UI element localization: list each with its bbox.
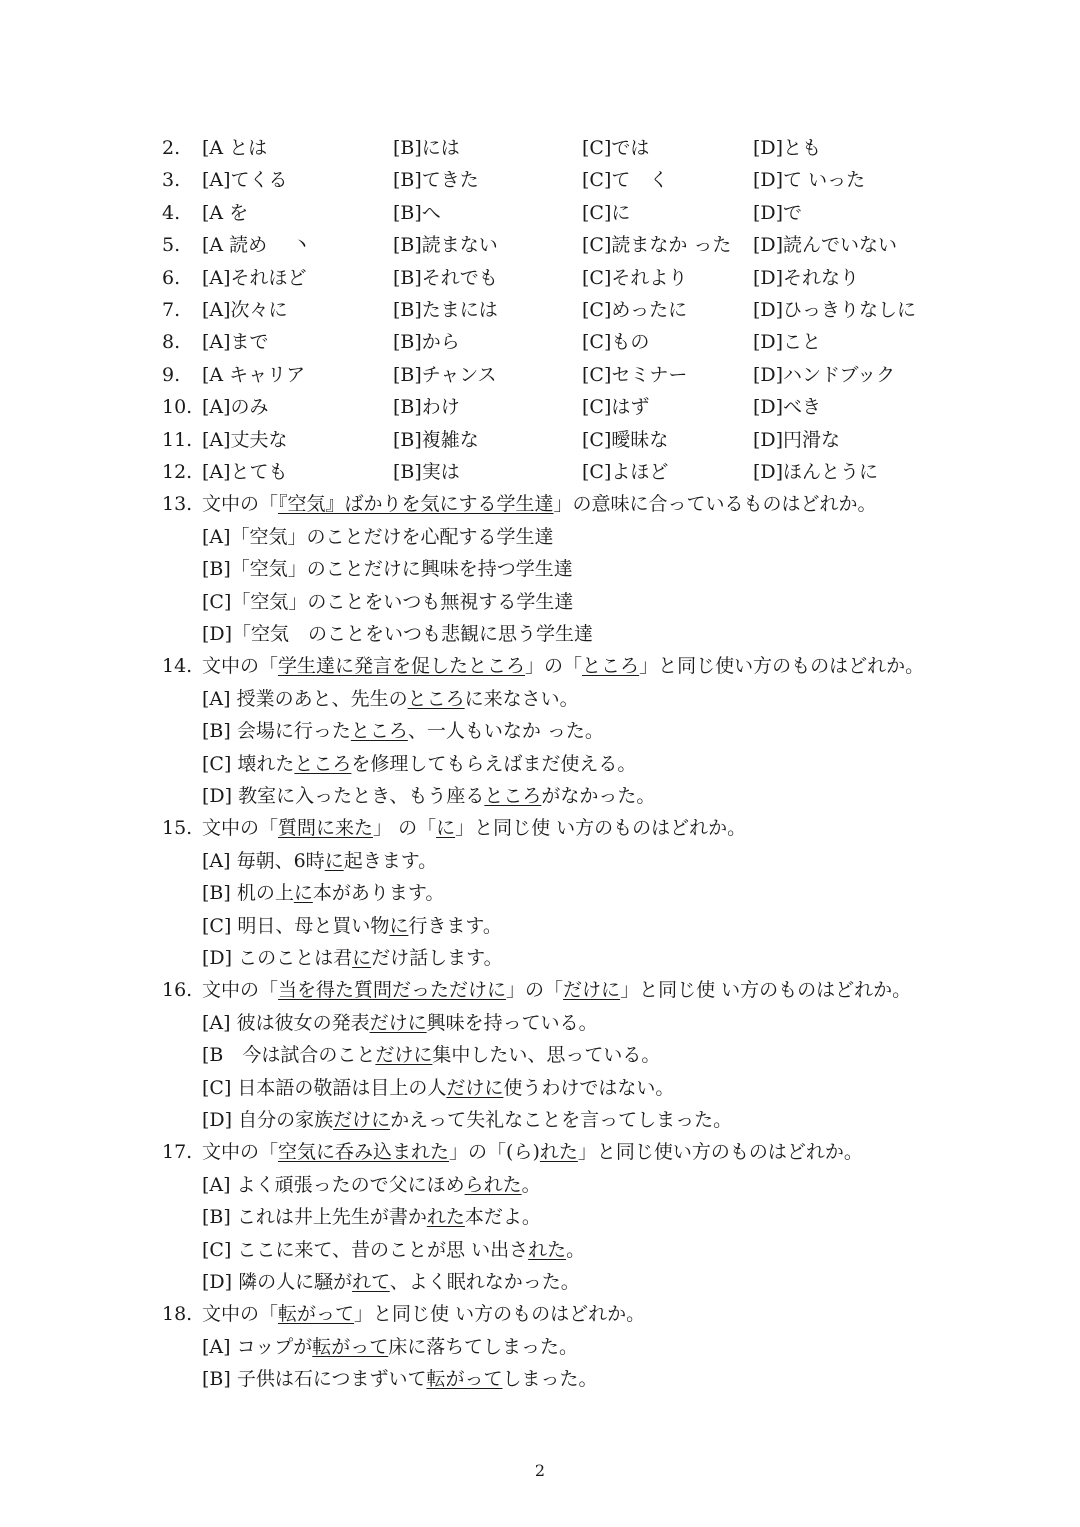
option-a: [A]とても (202, 461, 288, 483)
option-c: [C]に (582, 201, 631, 224)
answer-option: [C]「空気」のことをいつも無視する学生達 (202, 590, 574, 613)
option-b: [B]読まない (393, 234, 498, 257)
question-number: 7. (162, 299, 181, 321)
option-d: [D]ハンドブック (753, 363, 896, 386)
answer-option: [A] 毎朝、6時に起きます。 (202, 849, 438, 872)
option-c: [C]よほど (582, 461, 669, 483)
option-b: [B]チャンス (393, 363, 497, 386)
question-number: 8. (162, 331, 181, 354)
option-a: [A]のみ (202, 396, 269, 419)
option-a: [A]まで (202, 331, 269, 354)
option-b: [B]へ (393, 201, 441, 224)
question-number: 12. (162, 461, 193, 483)
answer-option: [C] ここに来て、昔のことが思 い出された。 (202, 1238, 586, 1261)
underlined-phrase: 学生達に発言を促したところ (278, 655, 526, 678)
option-d: [D]とも (753, 137, 822, 159)
answer-option: [D] 教室に入ったとき、もう座るところがなかった。 (202, 785, 656, 807)
option-c: [C]それより (582, 266, 688, 289)
question-number: 18. (162, 1303, 193, 1326)
option-a: [A とは (202, 137, 268, 159)
answer-option: [B] 会場に行ったところ、一人もいなか った。 (202, 720, 604, 743)
underlined-phrase: 転がって (278, 1303, 355, 1326)
question-number: 3. (162, 169, 181, 192)
option-c: [C]では (582, 137, 650, 159)
option-b: [B]わけ (393, 396, 460, 419)
option-c: [C]曖昧な (582, 428, 669, 451)
answer-option: [B] 机の上に本があります。 (202, 882, 445, 905)
option-c: [C]セミナー (582, 363, 688, 386)
page-number: 2 (534, 1461, 546, 1480)
answer-option: [C] 壊れたところを修理してもらえばまだ使える。 (202, 752, 637, 775)
option-b: [B]たまには (393, 299, 498, 321)
question-number: 2. (162, 137, 181, 159)
underlined-target: に (436, 817, 456, 840)
question-number: 5. (162, 234, 181, 257)
question-number: 16. (162, 979, 193, 1002)
answer-option: [B 今は試合のことだけに集中したい、思っている。 (202, 1044, 661, 1067)
underlined-phrase: 質問に来た (278, 817, 374, 840)
option-c: [C]て く (582, 169, 669, 192)
underlined-target: れた (539, 1141, 578, 1164)
question-number: 11. (162, 428, 193, 451)
option-b: [B]から (393, 331, 460, 354)
answer-option: [A] 授業のあと、先生のところに来なさい。 (202, 687, 579, 710)
option-c: [C]もの (582, 331, 650, 354)
option-a: [A]てくる (202, 169, 288, 192)
option-d: [D]それなり (753, 266, 860, 289)
underlined-phrase: 当を得た質問だっただけに (278, 979, 507, 1002)
option-c: [C]めったに (582, 299, 688, 321)
answer-option: [A]「空気」のことだけを心配する学生達 (202, 525, 554, 548)
answer-option: [A] よく頑張ったので父にほめられた。 (202, 1173, 541, 1196)
question-stem: 文中の「転がって」と同じ使 い方のものはどれか。 (202, 1303, 646, 1326)
option-a: [A キャリア (202, 363, 306, 386)
option-d: [D]て いった (753, 169, 866, 192)
answer-option: [A] コップが転がって床に落ちてしまった。 (202, 1335, 579, 1358)
question-number: 13. (162, 493, 193, 516)
question-number: 14. (162, 655, 193, 678)
question-stem: 文中の「当を得た質問だっただけに」の「だけに」と同じ使 い方のものはどれか。 (202, 979, 912, 1002)
question-stem: 文中の「質問に来た」 の「に」と同じ使 い方のものはどれか。 (202, 817, 747, 840)
question-number: 15. (162, 817, 193, 840)
answer-option: [B] 子供は石につまずいて転がってしまった。 (202, 1368, 598, 1391)
option-a: [A]次々に (202, 299, 288, 321)
underlined-phrase: 空気に呑み込まれた (278, 1141, 450, 1164)
answer-option: [B] これは井上先生が書かれた本だよ。 (202, 1206, 541, 1229)
question-stem: 文中の「空気に呑み込まれた」の「(ら)れた」と同じ使い方のものはどれか。 (202, 1141, 863, 1164)
underlined-target: だけに (563, 979, 621, 1002)
option-b: [B]には (393, 137, 460, 159)
option-b: [B]てきた (393, 169, 479, 192)
option-c: [C]はず (582, 396, 650, 419)
option-b: [B]複雑な (393, 428, 479, 451)
question-number: 17. (162, 1141, 193, 1164)
option-b: [B]それでも (393, 266, 498, 289)
option-a: [A]それほど (202, 266, 307, 289)
question-stem: 文中の「『空気』ばかりを気にする学生達」の意味に合っているものはどれか。 (202, 493, 877, 516)
answer-option: [D] このことは君にだけ話します。 (202, 947, 503, 969)
underlined-phrase: 『空気』ばかりを気にする学生達 (278, 493, 554, 516)
option-a: [A を (202, 201, 249, 224)
option-b: [B]実は (393, 461, 460, 483)
answer-option: [D] 自分の家族だけにかえって失礼なことを言ってしまった。 (202, 1109, 733, 1131)
answer-option: [A] 彼は彼女の発表だけに興味を持っている。 (202, 1011, 598, 1034)
question-number: 4. (162, 201, 181, 224)
option-d: [D]で (753, 201, 803, 224)
option-c: [C]読まなか った (582, 234, 732, 257)
option-d: [D]ほんとうに (753, 461, 879, 483)
answer-option: [C] 日本語の敬語は目上の人だけに使うわけではない。 (202, 1076, 675, 1099)
option-a: [A 読め 丶 (202, 234, 312, 257)
answer-option: [D]「空気 のことをいつも悲観に思う学生達 (202, 623, 594, 645)
answer-option: [C] 明日、母と買い物に行きます。 (202, 914, 502, 937)
question-number: 10. (162, 396, 193, 419)
option-d: [D]こと (753, 331, 822, 354)
option-d: [D]円滑な (753, 428, 841, 451)
answer-option: [D] 隣の人に騒がれて、よく眠れなかった。 (202, 1271, 580, 1293)
answer-option: [B]「空気」のことだけに興味を持つ学生達 (202, 558, 573, 581)
option-a: [A]丈夫な (202, 428, 288, 451)
question-number: 9. (162, 363, 181, 386)
question-stem: 文中の「学生達に発言を促したところ」の「ところ」と同じ使い方のものはどれか。 (202, 655, 925, 678)
underlined-target: ところ (582, 655, 640, 678)
option-d: [D]ひっきりなしに (753, 299, 917, 321)
option-d: [D]読んでいない (753, 234, 898, 257)
question-number: 6. (162, 266, 181, 289)
option-d: [D]べき (753, 396, 822, 419)
